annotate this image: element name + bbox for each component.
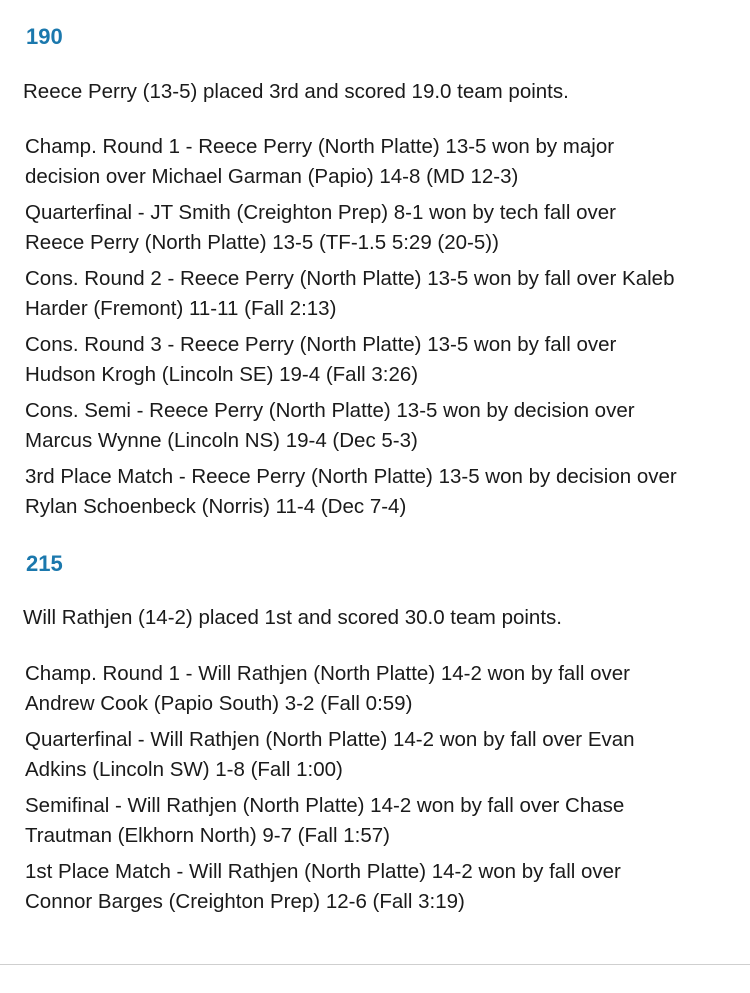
- match-result: [25, 132, 747, 192]
- match-result-line: Harder (Fremont) 11-11 (Fall 2:13): [25, 297, 337, 320]
- match-result-line: 3rd Place Match - Reece Perry (North Platte) 13-5 won by decision over: [25, 465, 677, 488]
- match-result: [25, 791, 747, 851]
- wrestler-summary: Will Rathjen (14-2) placed 1st and scored 30.0 team points.: [23, 606, 562, 629]
- match-result-line: Champ. Round 1 - Will Rathjen (North Platte) 14-2 won by fall over: [25, 662, 631, 685]
- weight-class-heading: 215: [26, 551, 63, 576]
- match-result-line: Cons. Round 2 - Reece Perry (North Platte) 13-5 won by fall over Kaleb: [25, 267, 675, 290]
- match-result-line: Semifinal - Will Rathjen (North Platte) 14-2 won by fall over Chase: [25, 794, 625, 817]
- match-result: [25, 198, 747, 258]
- match-result-line: Adkins (Lincoln SW) 1-8 (Fall 1:00): [25, 758, 343, 781]
- wrestler-summary: Reece Perry (13-5) placed 3rd and scored 19.0 team points.: [23, 80, 569, 103]
- match-result: [25, 264, 747, 324]
- match-result-line: Marcus Wynne (Lincoln NS) 19-4 (Dec 5-3): [25, 429, 418, 452]
- match-result-line: Rylan Schoenbeck (Norris) 11-4 (Dec 7-4): [25, 495, 407, 518]
- match-result: [25, 659, 747, 719]
- match-result-line: Trautman (Elkhorn North) 9-7 (Fall 1:57): [25, 824, 390, 847]
- match-result-line: Cons. Round 3 - Reece Perry (North Platte) 13-5 won by fall over: [25, 333, 617, 356]
- match-result-line: Reece Perry (North Platte) 13-5 (TF-1.5 5:29 (20-5)): [25, 231, 499, 254]
- divider: [0, 964, 750, 965]
- match-result-line: Connor Barges (Creighton Prep) 12-6 (Fall 3:19): [25, 890, 465, 913]
- match-result: [25, 462, 747, 522]
- match-result: [25, 330, 747, 390]
- match-result-line: Cons. Semi - Reece Perry (North Platte) 13-5 won by decision over: [25, 399, 635, 422]
- weight-class-heading: 190: [26, 24, 63, 49]
- match-result-line: Andrew Cook (Papio South) 3-2 (Fall 0:59): [25, 692, 413, 715]
- match-result: [25, 396, 747, 456]
- match-result-line: 1st Place Match - Will Rathjen (North Platte) 14-2 won by fall over: [25, 860, 621, 883]
- match-result-line: Quarterfinal - JT Smith (Creighton Prep) 8-1 won by tech fall over: [25, 201, 616, 224]
- match-result: [25, 725, 747, 785]
- match-result-line: Quarterfinal - Will Rathjen (North Platte) 14-2 won by fall over Evan: [25, 728, 635, 751]
- match-result-line: decision over Michael Garman (Papio) 14-8 (MD 12-3): [25, 165, 519, 188]
- match-result: [25, 857, 747, 917]
- match-result-line: Hudson Krogh (Lincoln SE) 19-4 (Fall 3:26): [25, 363, 419, 386]
- match-result-line: Champ. Round 1 - Reece Perry (North Platte) 13-5 won by major: [25, 135, 615, 158]
